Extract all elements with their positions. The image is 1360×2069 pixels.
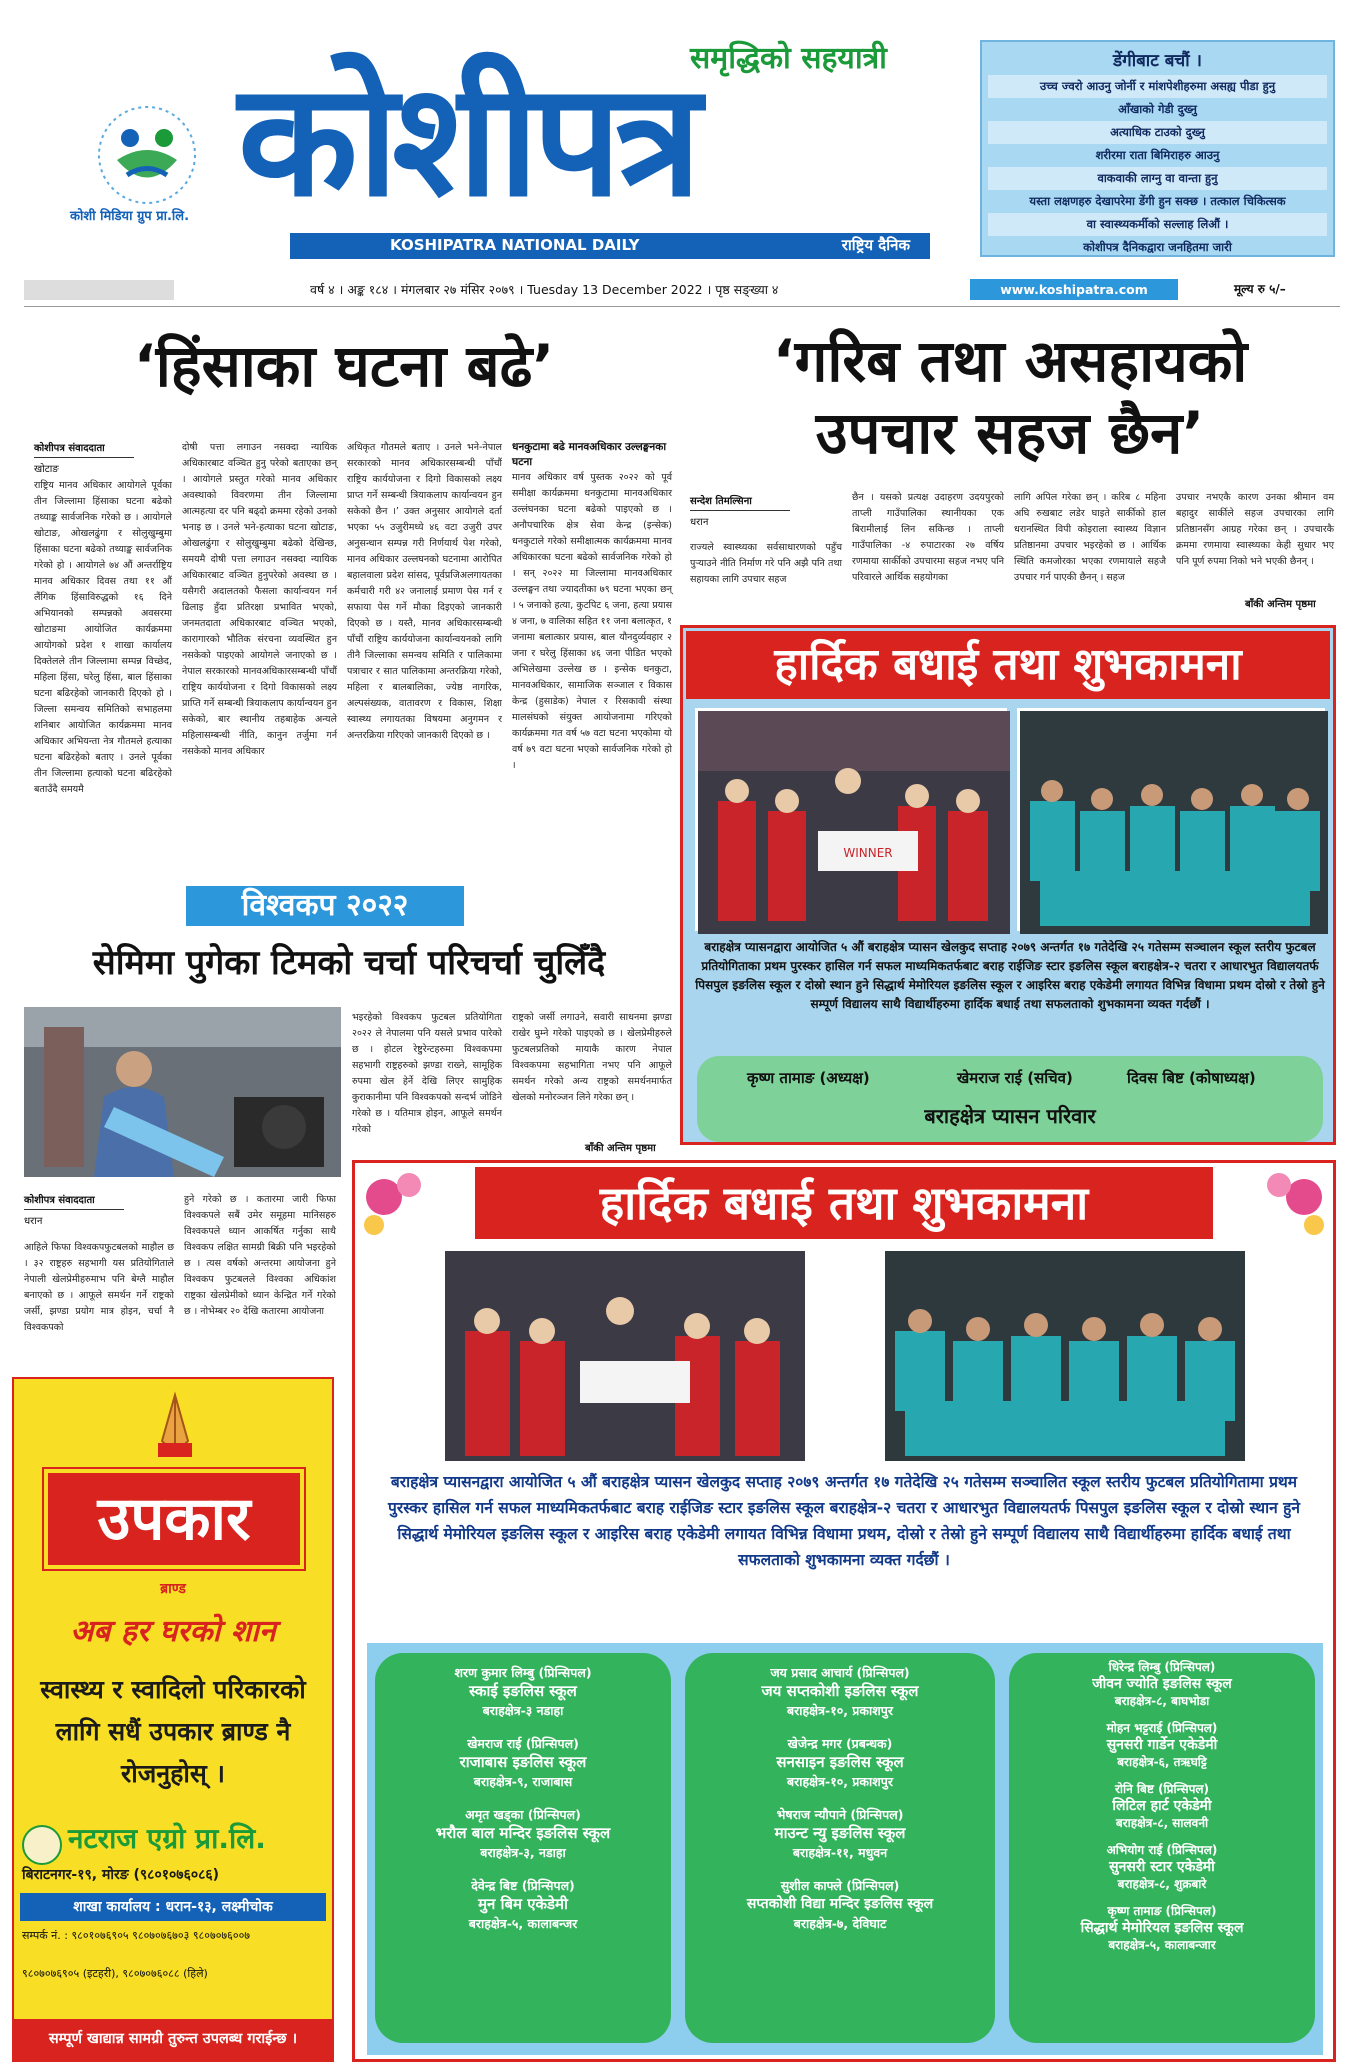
principal-address: बराहक्षेत्र-३, नडाहा [480,1845,566,1860]
dengue-notice [980,40,1335,257]
principal-school: सुनसरी गार्डेन एकेडेमी [1106,1737,1218,1753]
principal-address: बराहक्षेत्र-११, मधुवन [792,1845,888,1860]
dengue-line: शरीरमा राता बिमिराहरु आउनु [1095,148,1220,162]
story2-col1: राज्यले स्वास्थ्यका सर्वसाधारणको पहुँच पुऱ्याउने नीति निर्माण गरे पनि अझै पनि तथा सहायका लागि उपचार सहज [690,542,842,585]
principal-card [685,1862,995,1933]
principal-address: बराहक्षेत्र-८, बाघभोडा [1114,1694,1210,1708]
logo-caption: कोशी मिडिया ग्रुप प्रा.लि. [70,209,190,224]
upakar-company: नटराज एग्रो प्रा.लि. [68,1822,266,1855]
upakar-footer: सम्पूर्ण खाद्यान्न सामग्री तुरुन्त उपलब्ध गराईन्छ । [14,2019,332,2060]
ad1-photo-right [1017,708,1325,931]
dengue-line: यस्ता लक्षणहरु देखापरेमा डेंगी हुन सक्छ । तत्काल चिकित्सक [1029,194,1286,208]
story2-headline-line2: उपचार सहज छैन’ [815,399,1205,467]
worldcup-text1: भइरहेको विश्वकप फुटबल प्रतियोगिता २०२२ ले नेपालमा पनि यसले प्रभाव पारेको छ । होटल रेष्टुरेन्टहरुमा विश्वकपमा सहभागी राष्ट्रहरुको झण्डा राख्ने, सामूहिक रुपमा खेल हेर्ने देखि लिएर सामुहिक कुराकानीमा पनि विश्वकपको सन्दर्भ जोडिने गरेको छ । यतिमात्र होइन, आफूले समर्थन गरेको [352,1012,502,1135]
principal-card [1009,1653,1315,1710]
byline-rule [690,510,790,511]
upakar-brand-sub: ब्राण्ड [160,1581,186,1597]
principal-name: रोनि बिष्ट (प्रिन्सिपल) [1114,1782,1210,1796]
principal-address: बराहक्षेत्र-१०, प्रकाशपुर [787,1703,893,1718]
principals-column-3 [1009,1653,1315,2043]
story2-dateline: धरान [690,517,709,528]
ad2-title: हार्दिक बधाई तथा शुभकामना [475,1167,1213,1239]
principal-name: अभियोग राई (प्रिन्सिपल) [1106,1843,1218,1857]
dengue-line: उच्च ज्वरो आउनु जोर्नी र मांशपेशीहरुमा असह्य पीडा हुनु [988,75,1327,98]
principal-school: राजाबास इङलिस स्कूल [459,1753,587,1771]
ad2-box [352,1160,1336,2062]
principal-card [685,1720,995,1791]
company-seal-icon [22,1825,62,1865]
ad1-box [680,625,1336,1145]
worldcup-headline: सेमिमा पुगेका टिमको चर्चा परिचर्चा चुलिँदै [92,943,606,983]
story1-col4: मानव अधिकार वर्ष पुस्तक २०२२ को पूर्व समीक्षा कार्यक्रममा धनकुटामा मानवअधिकार उल्लंघनका घटना बढेको पाइएको छ । अनौपचारिक क्षेत्र सेवा केन्द्र (इन्सेक) धनकुटाले गरेको समीक्षात्मक कार्यक्रममा मानव अधिकारका घटना बढेको सार्वजनिक गरेको हो । सन् २०२२ मा जिल्लामा मानवअधिकार उल्लङ्घन तथा ज्यादतीका ७९ घटना भएका छन् । ५ जनाको हत्या, कुटपिट ६ जना, हत्या प्रयास ४ जना, ७ वालिका सहित ११ जना बलात्कृत, १ जनामा बलात्कार प्रयास, बाल यौनदुर्व्यवहार २ जना र घरेलु हिंसाका ४६ जना पीडित भएको अभिलेखमा उल्लेख छ । इन्सेक धनकुटा, मानवअधिकार, सामाजिक सञ्जाल र विकास केन्द्र (हुसाडेक) नेपाल र रिसकावी संस्था मालसंघको संयुक्त आयोजनामा गरिएको कार्यक्रममा गत वर्ष ५७ वटा घटना भएकोमा यो वर्ष ७९ वटा घटना भएको सार्वजनिक गरेको हो । [512,472,672,771]
principal-card [685,1791,995,1862]
story2-col3: लागि अपिल गरेका छन् । करिब ८ महिना अघि रुखबाट लडेर घाइते सार्कीको हाल धरानस्थित विपी कोइराला स्वास्थ्य विज्ञान प्रतिष्ठानमा उपचार भइरहेको छ । आर्थिक स्थिति कमजोरका भएका रणमायाले सहजै उपचार गर्न पाएकी छैनन् । सहज [1014,492,1166,583]
worldcup-col2: हुने गरेको छ । कतारमा जारी फिफा विश्वकपले सबैं उमेर समूहमा मानिसहरु विश्वकपले ध्यान आकर्षित गर्नुका साथै विश्वकप लक्षित सामग्री बिक्री पनि भइरहेको छ । त्यस वर्षको अन्तरमा आयोजना हुने विश्वकप फुटबलले विश्वका अधिकांश राष्ट्रका खेलप्रेमीको ध्यान केन्द्रित गर्ने गरेको छ । नोभेम्बर २० देखि कतारमा आयोजना [184,1194,336,1317]
principal-card [1009,1710,1315,1771]
story1-headline: ‘हिंसाका घटना बढे’ [133,332,555,400]
masthead-english-bar [290,233,930,259]
upakar-body: स्वास्थ्य र स्वादिलो परिकारको लागि सधैं उपकार ब्राण्ड नै रोजनुहोस् । [40,1675,306,1788]
principal-address: बराहक्षेत्र-७, देविघाट [793,1916,887,1931]
upakar-ad [12,1377,334,2062]
ad1-photo-left [695,708,1007,931]
story2-col2: छैन । यसको प्रत्यक्ष उदाहरण उदयपुरको ताप्ली गाउँपालिका स्थानीयका एक बिरामीलाई लिन सकिन्छ । ताप्ली गाउँपालिका -४ रुपाटारका २७ वर्षिय रणमाया सार्कीको उपचारमा सहज नभए पनि परिवारले आर्थिक सहयोगका [852,492,1004,583]
principal-school: जीवन ज्योति इङलिस स्कूल [1092,1676,1232,1692]
nepali-subtitle: राष्ट्रिय दैनिक [841,236,910,254]
ad1-sign3: दिवस बिष्ट (कोषाध्यक्ष) [1127,1069,1256,1087]
ad1-title: हार्दिक बधाई तथा शुभकामना [686,631,1330,699]
principal-address: बराहक्षेत्र-८, सालवनी [1115,1816,1209,1830]
principal-name: खेजेन्द्र मगर (प्रबन्धक) [787,1736,893,1751]
principal-school: मुन बिम एकेडेमी [478,1895,568,1913]
story1-dateline: खोटाङ [34,464,59,475]
principal-name: मोहन भट्टराई (प्रिन्सिपल) [1106,1721,1218,1735]
media-group-logo [72,100,222,210]
worldcup-byline-block [24,1192,124,1227]
worldcup-label: विश्वकप २०२२ [186,886,464,926]
worldcup-text2: राष्ट्रको जर्सी लगाउने, सवारी साधनमा झण्डा राखेर घुम्ने गरेको पाइएको छ । खेलप्रेमीहरुले फुटबलप्रतिको मायाकै कारण नेपाल विश्वकपमा सहभागिता नभए पनि आफूले समर्थन गरेको अन्य राष्ट्रको समर्थनमार्फत खेलको मनोरञ्जन लिने गरेका छन् । [512,1012,672,1103]
ad2-photo-right [885,1251,1245,1461]
flower-decoration-left [359,1167,439,1247]
upakar-brand: उपकार [44,1469,304,1569]
principal-card [375,1720,671,1791]
ad2-photo-left [445,1251,805,1461]
upakar-slogan: अब हर घरको शान [70,1614,276,1649]
story2-byline-block [690,493,790,528]
byline-rule [24,1209,124,1210]
principal-address: बराहक्षेत्र-१०, प्रकाशपुर [787,1774,893,1789]
worldcup-byline: कोशीपत्र संवाददाता [24,1195,95,1206]
ad1-body: बराहक्षेत्र प्यासनद्वारा आयोजित ५ औं बराहक्षेत्र प्यासन खेलकुद सप्ताह २०७९ अन्तर्गत १७ गतेदेखि २५ गतेसम्म सञ्चालन स्कूल स्तरीय फुटबल प्रतियोगिताका प्रथम पुरस्कर हासिल गर्न सफल माध्यमिकतर्फबाट बराह राईजिङ स्टार इङलिस स्कूल बराहक्षेत्र-२ चतरा र आधारभुत विद्यालयतर्फ पिसपुल इङलिस स्कूल र दोस्रो स्थान हुने सिद्धार्थ मेमोरियल इङलिस स्कूल र आइरिस बराह एकेडेमी लगायत विभिन्न विधामा प्रथम दोस्रो र तेस्रो हुने सम्पूर्ण विद्यालय साथै विद्यार्थीहरुमा हार्दिक बधाई तथा सफलताको शुभकामना व्यक्त गर्दछौं । [695,940,1325,1011]
info-bar-block [24,280,174,300]
principal-school: लिटिल हार्ट एकेडेमी [1112,1798,1212,1814]
principal-address: बराहक्षेत्र-५, कालाबन्जार [1108,1938,1216,1952]
byline-rule [34,457,134,458]
website-link[interactable]: www.koshipatra.com [970,279,1178,300]
principal-card [1009,1771,1315,1832]
principal-name: भेषराज न्यौपाने (प्रिन्सिपल) [776,1807,904,1822]
issue-info: वर्ष ४ । अङ्क १८४ । मंगलबार २७ मंसिर २०७९ । Tuesday 13 December 2022 । पृष्ठ सङ्ख्या ४ [310,282,779,297]
story2-headline-line1: ‘गरिब तथा असहायको [772,327,1248,395]
principal-school: सिद्धार्थ मेमोरियल इङलिस स्कूल [1080,1920,1244,1936]
masthead-tagline: समृद्धिको सहयात्री [690,41,887,76]
principal-card [375,1791,671,1862]
story1-col3: अधिकृत गौतमले बताए । उनले भने-नेपाल सरकारको मानव अधिकारसम्बन्धी पाँचौं राष्ट्रिय कार्ययोजना र दिगो विकासको लक्ष्य प्राप्त गर्ने सम्बन्धी त्रियाकलाप कार्यान्वयन हुन सकेको छैन ।’ उक्त अनुसार आयोगले दर्ता भएका ५५ उजुरीमध्ये ४६ वटा उजुरी उपर अनुसन्धान सम्पन्न गरी निर्णयार्थ पेश गरेको, मानव अधिकार उल्लघनको घटनामा आरोपित बहालवाला प्रदेश सांसद, पूर्वप्रजिअलगायतका कर्मचारी गरी ४२ जनालाई प्रमाण पेस गर्न र सफाया पेस गर्ने मौका दिइएको जानकारी दिएको छ । यस्तै, मानव अधिकारसम्बन्धी पाँचौं राष्ट्रिय कार्ययोजना कार्यान्वयनको लागि तीनै जिल्लाका समन्वय समिति र पालिकामा पत्राचार र सात पालिकामा अन्तरक्रिया गरेको, महिला र बालबालिका, ज्येष्ठ नागरिक, अल्पसंख्यक, वातावरण र विकास, शिक्षा स्वास्थ्य लगायतका विषयमा अनुगमन र अन्तरक्रिया गरिएको जानकारी दिएको छ । [347,442,502,741]
upakar-contact1: सम्पर्क नं. : ९८०१०७६९०५ ९८०७०७६७०३ ९८०७०७६००७ [22,1929,251,1942]
ad2-principals-panel [367,1643,1323,2055]
principal-school: सप्तकोशी विद्या मन्दिर इङलिस स्कूल [746,1896,934,1912]
dengue-line: अत्याधिक टाउको दुख्नु [988,121,1327,144]
principal-card [375,1862,671,1933]
dengue-title: डेंगीबाट बचौं । [1113,51,1202,71]
dengue-line: आँखाको गेडी दुख्नु [1118,102,1197,116]
worldcup-photo [24,1007,341,1177]
story1-byline-block [34,440,134,475]
principal-address: बराहक्षेत्र-६, तऋघट्टि [1117,1755,1207,1769]
dengue-line: वा स्वास्थ्यकर्मीको सल्लाह लिऔं । [988,213,1327,236]
worldcup-col1: आहिले फिफा विश्वकपफुटबलको माहौल छ । ३२ राष्ट्रहरु सहभागी यस प्रतियोगिताले नेपाली खेलप्रेमीहरुमाभ पनि बेग्लै माहौल बनाएको छ । आफूले समर्थन गर्ने राष्ट्रको जर्सी, झण्डा प्रयोग मात्र होइन, चर्चा नै विश्वकपको [24,1242,174,1333]
story2-headline [690,325,1330,469]
story2-continued: बाँकी अन्तिम पृष्ठमा [1245,599,1316,610]
dengue-line: वाकवाकी लाग्नु वा वान्ता हुनु [988,167,1327,190]
namaste-hands-icon [144,1391,206,1461]
principal-name: खेमराज राई (प्रिन्सिपल) [467,1736,579,1751]
principal-school: सनसाइन इङलिस स्कूल [776,1753,904,1771]
ad1-family: बराहक्षेत्र प्यासन परिवार [924,1104,1096,1128]
principal-name: कृष्ण तामाङ (प्रिन्सिपल) [1107,1904,1217,1918]
ad1-sign2: खेमराज राई (सचिव) [957,1069,1073,1087]
story1-col2: दोषी पत्ता लगाउन नसक्दा न्यायिक अधिकारबाट वञ्चित हुनु परेको बताएका छन् । आयोगले प्रस्तुत गरेको मानव अधिकार अवस्थाको विवरणमा तीन जिल्लामा आत्महत्या दर पनि बढ्दो क्रममा रहेको उनको भनाइ छ । उनले भने-हत्याका घटना खोटाङ, ओखलढुंगा र सोलुखुम्बुमा बढेको देखिन्छ, समयमै दोषी पत्ता लगाउन नसक्दा न्यायिक अधिकारबाट वञ्चित हुनुपरेको अवस्था छ । यसैगरी अदालतको फैसला कार्यान्वयन गर्न ढिलाइ हुँदा प्रतिरक्षा प्रभावित भएको, जनमतदाता अधिकारबाट वञ्चित भएको, कारागारको भौतिक संरचना व्यवस्थित हुन नसकेको पाइएको आयोगले जनाएको छ । नेपाल सरकारको मानवअधिकारसम्बन्धी पाँचौं राष्ट्रिय कार्ययोजना र दिगो विकासको लक्ष्य प्राप्ति गर्ने सम्बन्धी त्रियाकलाप कार्यान्वयन हुन सकेको, बार स्थानीय तहबाहेक अन्यले महिलासम्बन्धी नीति, कानुन तर्जुमा गर्न नसकेको मानव अधिकार [182,442,337,757]
principal-school: भरौल बाल मन्दिर इङलिस स्कूल [435,1824,611,1842]
principal-name: शरण कुमार लिम्बु (प्रिन्सिपल) [454,1665,592,1680]
ad1-sign1: कृष्ण तामाङ (अध्यक्ष) [747,1069,870,1087]
dengue-line: कोशीपत्र दैनिकद्वारा जनहितमा जारी [1083,240,1232,254]
ad1-signature-panel [697,1056,1323,1142]
principal-school: सुनसरी स्टार एकेडेमी [1109,1859,1215,1875]
price-label: मूल्य रु ५/– [1234,282,1286,296]
principal-address: बराहक्षेत्र-९, राजाबास [473,1774,573,1789]
principals-column-1 [375,1653,671,2043]
story1-subheading: धनकुटामा बढे मानवअधिकार उल्लङ्घनका घटना [512,441,667,468]
header-divider [24,306,1340,307]
principal-card [685,1653,995,1720]
principal-card [1009,1832,1315,1893]
upakar-address: बिराटनगर-१९, मोरङ (९८०१०७६०८६) [22,1867,220,1883]
english-name: KOSHIPATRA NATIONAL DAILY [390,236,640,254]
principal-name: धिरेन्द्र लिम्बु (प्रिन्सिपल) [1108,1660,1216,1674]
principal-address: बराहक्षेत्र-८, शुक्रबारे [1117,1877,1207,1891]
principal-name: सुशील काफ्ले (प्रिन्सिपल) [780,1878,900,1893]
story2-byline: सन्देश तिमल्सिना [690,496,752,507]
ad2-body: बराहक्षेत्र प्यासनद्वारा आयोजित ५ औं बराहक्षेत्र प्यासन खेलकुद सप्ताह २०७९ अन्तर्गत १७ गतेदेखि २५ गतेसम्म सञ्चालित स्कूल स्तरीय फुटबल प्रतियोगितामा प्रथम पुरस्कर हासिल गर्न सफल माध्यमिकतर्फबाट बराह राईजिङ स्टार इङलिस स्कूल बराहक्षेत्र-२ चतरा र आधारभुत विद्यालयतर्फ पिसपुल इङलिस स्कूल र दोस्रो स्थान हुने सिद्धार्थ मेमोरियल इङलिस स्कूल र आइरिस बराह एकेडेमी लगायत विभिन्न विधामा प्रथम, दोस्रो र तेस्रो हुने सम्पूर्ण विद्यालय साथै विद्यार्थीहरुमा हार्दिक बधाई तथा सफलताको शुभकामना व्यक्त गर्दछौं । [388,1473,1300,1569]
principal-name: अमृत खड्का (प्रिन्सिपल) [465,1807,581,1822]
story2-col4: उपचार नभएकै कारण उनका श्रीमान वम बहादुर सार्कीले सहज उपचारका लागि प्रतिष्ठानसँग आग्रह गरेका छन् । उपचारकै क्रममा रणमाया स्वास्थ्यका केही सुधार भए पनि पूर्ण रुपमा निको भने भएकी छैनन् । [1176,492,1334,567]
principal-name: देवेन्द्र बिष्ट (प्रिन्सिपल) [471,1878,575,1893]
principal-school: स्काई इङलिस स्कूल [469,1682,577,1700]
principal-card [375,1653,671,1720]
principal-card [1009,1893,1315,1954]
principal-school: जय सप्तकोशी इङलिस स्कूल [761,1682,919,1700]
upakar-branch: शाखा कार्यालय : धरान-१३, लक्ष्मीचोक [20,1893,326,1921]
principal-address: बराहक्षेत्र-५, कालाबन्जर [468,1916,578,1931]
principal-name: जय प्रसाद आचार्य (प्रिन्सिपल) [770,1665,910,1680]
upakar-contact2: ९८०७०७६९०५ (इटहरी), ९८०७०७६०८८ (हिले) [22,1967,208,1980]
story1-col1: राष्ट्रिय मानव अधिकार आयोगले पूर्वका तीन जिल्लामा हिंसाका घटना बढेको तथ्याङ्क सार्वजनिक गरेको छ । आयोगले खोटाङ, ओखलढुंगा र सोलुखुम्बुमा हिंसाका घटना बढेको तथ्याङ्क सार्वजनिक गरेको हो । आयोगले ७४ औं अन्तर्राष्ट्रिय मानव अधिकार दिवस तथा ११ औं लैंगिक हिंसाविरुद्धको १६ दिने अभियानको सम्पन्नको अवसरमा खोटाङमा आयोजित कार्यक्रममा आयोगको प्रदेश १ शाखा कार्यालय दिक्तेलले तीन जिल्लामा सम्पन्न विच्छेद, महिला हिंसा, घरेलु हिंसा, बाल हिंसाका घटना बढिरहेको जानकारी दिएको हो । जिल्ला समन्वय समितिको सभाहलमा शनिबार आयोजित कार्यक्रममा मानव अधिकार अभियन्ता नेत्र गौतमले हत्याका घटना बढिरहेको बताए । उनले पूर्वका तीन जिल्लामा हत्याको घटना बढिरहेको बताउँदै समयमै [34,480,172,795]
winner-banner-text: WINNER [843,846,893,860]
principal-school: माउन्ट न्यु इङलिस स्कूल [774,1824,906,1842]
worldcup-dateline: धरान [24,1216,43,1227]
worldcup-continued: बाँकी अन्तिम पृष्ठमा [585,1143,656,1154]
dengue-lines [988,75,1327,259]
principals-column-2 [685,1653,995,2043]
principal-address: बराहक्षेत्र-३ नडाहा [482,1703,564,1718]
story1-byline: कोशीपत्र संवाददाता [34,443,105,454]
masthead-title: कोशीपत्र [238,49,696,231]
flower-decoration-right [1249,1167,1329,1247]
